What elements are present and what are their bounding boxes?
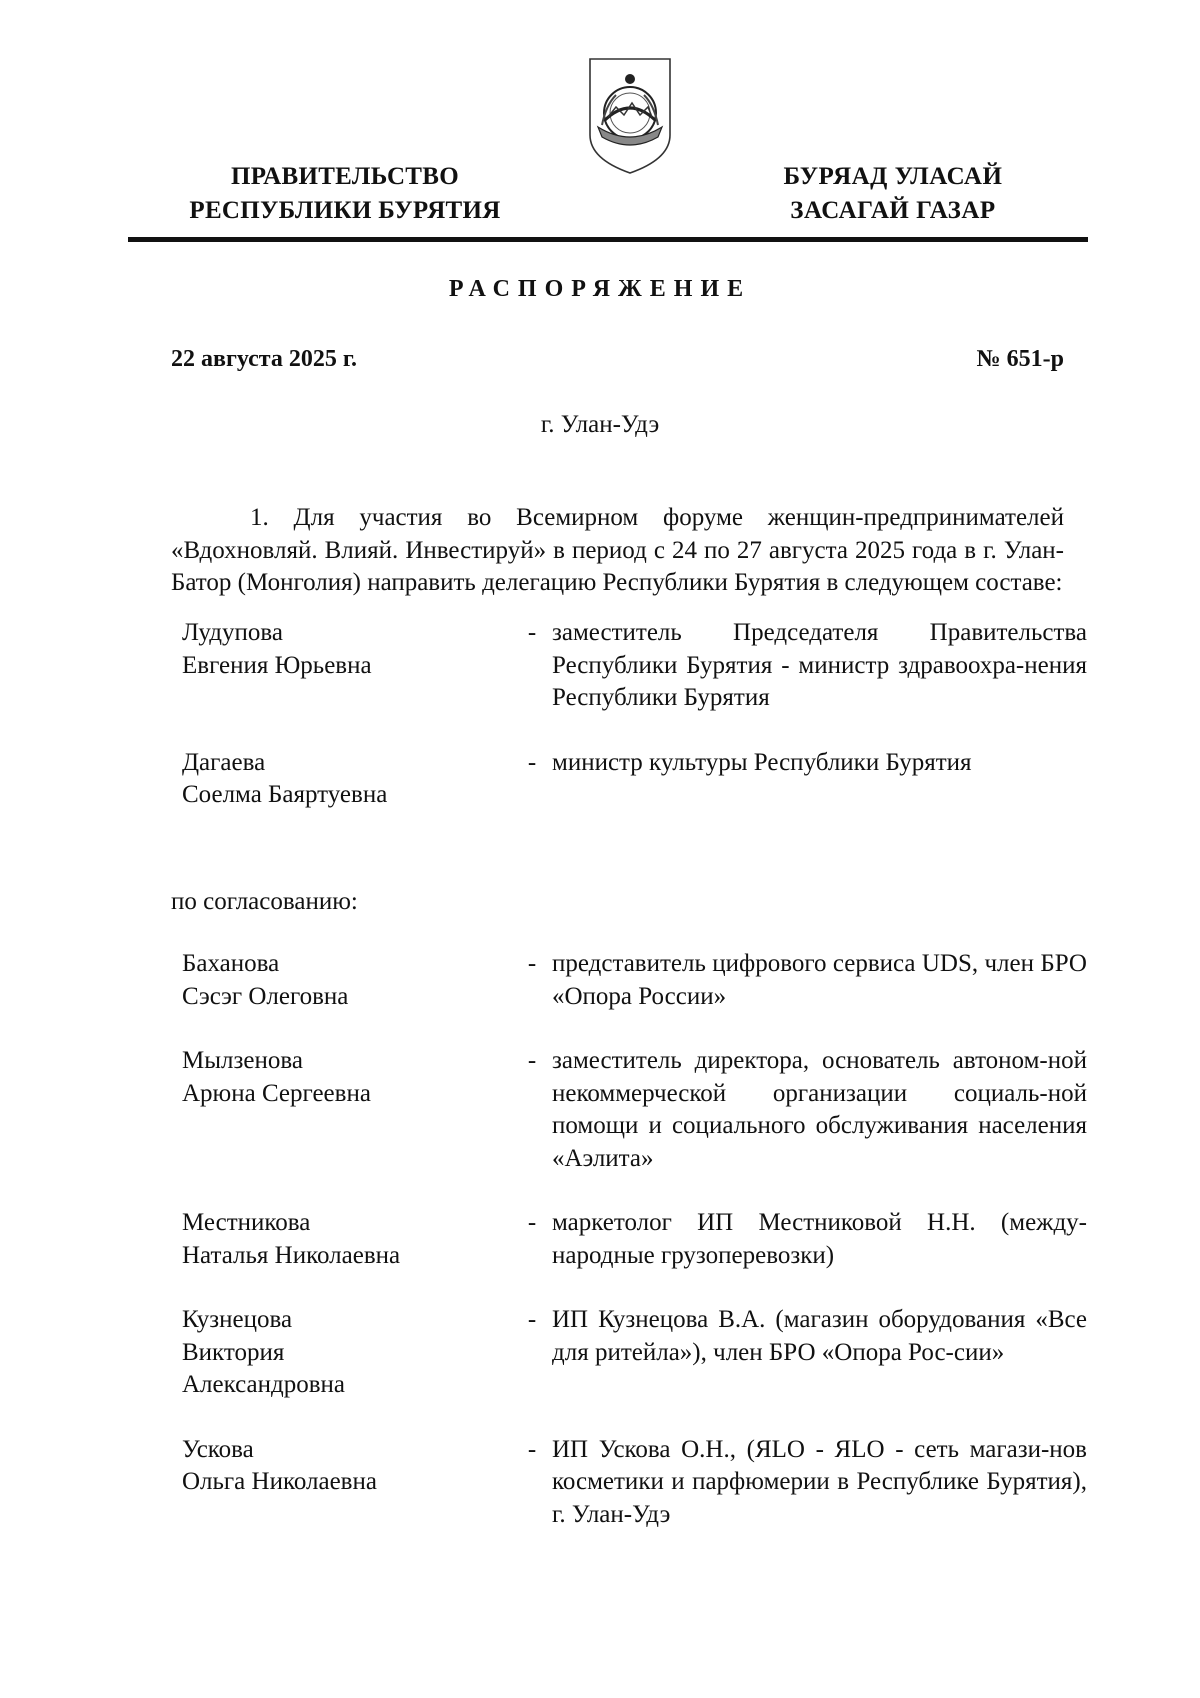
member-given-name: Арюна Сергеевна <box>182 1079 371 1107</box>
government-name-line1: ПРАВИТЕЛЬСТВО <box>231 163 459 190</box>
member-role: министр культуры Республики Бурятия <box>552 748 972 776</box>
list-item <box>171 1304 1087 1402</box>
member-given-name: Евгения Юрьевна <box>182 651 372 679</box>
member-name <box>171 1304 512 1402</box>
document-city: г. Улан-Удэ <box>540 411 660 438</box>
coat-of-arms-icon <box>586 55 674 177</box>
member-dash: - <box>527 1306 537 1333</box>
member-surname: Лудупова <box>182 619 283 646</box>
member-given-name: Соелма Баяртуевна <box>182 781 388 808</box>
document-number: № 651-р <box>976 346 1064 372</box>
member-surname: Местникова <box>182 1209 311 1236</box>
member-dash: - <box>527 619 537 646</box>
member-surname: Кузнецова <box>182 1306 293 1333</box>
list-item <box>171 1045 1087 1175</box>
member-name <box>171 1045 512 1175</box>
member-name <box>171 1207 512 1272</box>
list-item <box>171 1207 1087 1272</box>
document-date: 22 августа 2025 г. <box>171 346 358 372</box>
member-role: представитель цифрового сервиса UDS, член БРО «Опора России» <box>552 950 1087 1010</box>
member-dash: - <box>527 748 537 776</box>
list-item <box>171 948 1087 1013</box>
member-name <box>171 948 512 1013</box>
member-surname: Дагаева <box>182 748 266 776</box>
member-name <box>171 747 512 812</box>
member-surname: Ускова <box>182 1435 254 1463</box>
list-item <box>171 747 1087 812</box>
document-title: РАСПОРЯЖЕНИЕ <box>448 276 752 302</box>
main-paragraph <box>171 502 1064 600</box>
member-dash: - <box>527 1435 537 1463</box>
member-given-name: Наталья Николаевна <box>182 1241 401 1269</box>
member-surname: Баханова <box>182 950 280 977</box>
member-dash: - <box>527 1209 537 1236</box>
members-list-agreed <box>171 948 1087 1531</box>
paragraph-first-line: 1. Для участия во Всемирном форуме женщин-предпринимателей <box>250 504 1064 531</box>
member-given-name: Виктория Александровна <box>182 1338 346 1398</box>
header-divider <box>128 237 1088 242</box>
member-role: заместитель директора, основатель автоном-ной некоммерческой организации социаль-ной помощи и социального обслуживания населения «Аэлита» <box>552 1047 1087 1172</box>
members-list-official <box>171 617 1087 812</box>
member-role: ИП Ускова О.Н., (ЯLO - ЯLO - сеть магази-нов косметики и парфюмерии в Республике Бурятия), г. Улан-Удэ <box>552 1435 1087 1528</box>
list-item <box>171 1434 1087 1532</box>
member-dash: - <box>527 1047 537 1074</box>
list-item <box>171 617 1087 715</box>
member-role: ИП Кузнецова В.А. (магазин оборудования «Все для ритейла»), член БРО «Опора Рос-сии» <box>552 1306 1087 1366</box>
agreement-label: по согласованию: <box>171 888 358 915</box>
member-name <box>171 1434 512 1532</box>
member-given-name: Сэсэг Олеговна <box>182 982 349 1010</box>
member-dash: - <box>527 950 537 977</box>
government-name-line2: РЕСПУБЛИКИ БУРЯТИЯ <box>189 197 501 224</box>
government-name-bua <box>758 160 1028 228</box>
member-name <box>171 617 512 715</box>
member-given-name: Ольга Николаевна <box>182 1468 377 1495</box>
member-surname: Мылзенова <box>182 1047 303 1074</box>
government-name-bua-line1: БУРЯАД УЛАСАЙ <box>783 163 1003 190</box>
paragraph-rest: «Вдохновляй. Влияй. Инвестируй» в период с 24 по 27 августа 2025 года в г. Улан-Батор (Монголия) направить делегацию Республики Бурятия в следующем составе: <box>171 536 1064 596</box>
member-role: маркетолог ИП Местниковой Н.Н. (между-народные грузоперевозки) <box>552 1209 1087 1269</box>
government-name-ru <box>170 160 520 228</box>
government-name-bua-line2: ЗАСАГАЙ ГАЗАР <box>790 197 996 224</box>
member-role: заместитель Председателя Правительства Республики Бурятия - министр здравоохра-нения Республики Бурятия <box>552 619 1087 711</box>
